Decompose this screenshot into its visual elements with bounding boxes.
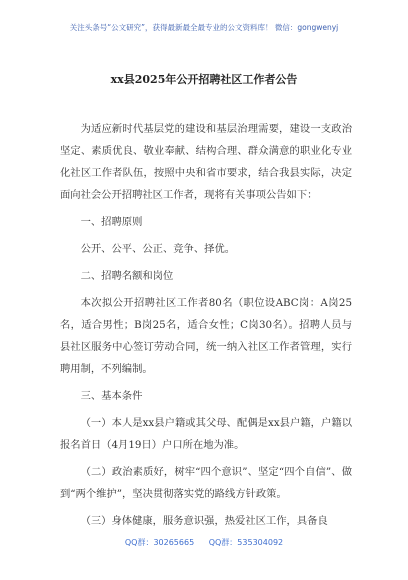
footer-qq-group-2: QQ群：535304092 xyxy=(208,538,284,547)
paragraph-condition-2: （二）政治素质好，树牢“四个意识”、坚定“四个自信”、做到“两个维护”，坚决贯彻落实党的路线方针政策。 xyxy=(60,466,352,500)
intro-paragraph: 为适应新时代基层党的建设和基层治理需要，建设一支政治坚定、素质优良、敬业奉献、结构合理、群众满意的职业化专业化社区工作者队伍，按照中央和省市要求，结合我县实际，决定面向社会公开招聘社区工作者，现将有关事项公告如下： xyxy=(60,123,352,201)
paragraph-quota: 本次拟公开招聘社区工作者80名（职位设ABC岗：A岗25名，适合男性；B岗25名，适合女性；C岗30名）。招聘人员与县社区服务中心签订劳动合同，统一纳入社区工作者管理，实行聘用制，不列编制。 xyxy=(60,297,352,375)
section-heading-3: 三、基本条件 xyxy=(80,390,143,402)
footer-qq-group-1: QQ群：30265665 xyxy=(124,538,195,547)
header-note: 关注头条号“公文研究”，获得最新最全最专业的公文资料库！ 微信：gongwenyj xyxy=(69,23,339,32)
paragraph-principles: 公开、公平、公正、竞争、择优。 xyxy=(80,243,236,255)
document-title: xx县2025年公开招聘社区工作者公告 xyxy=(110,73,298,86)
document-body xyxy=(60,118,352,532)
section-heading-1: 一、招聘原则 xyxy=(80,216,143,228)
paragraph-condition-3: （三）身体健康，服务意识强，热爱社区工作，具备良 xyxy=(80,515,328,527)
section-heading-2: 二、招聘名额和岗位 xyxy=(80,270,174,282)
paragraph-condition-1: （一）本人是xx县户籍或其父母、配偶是xx县户籍，户籍以报名首日（4月19日）户口所在地为准。 xyxy=(60,417,352,451)
footer xyxy=(0,537,408,548)
